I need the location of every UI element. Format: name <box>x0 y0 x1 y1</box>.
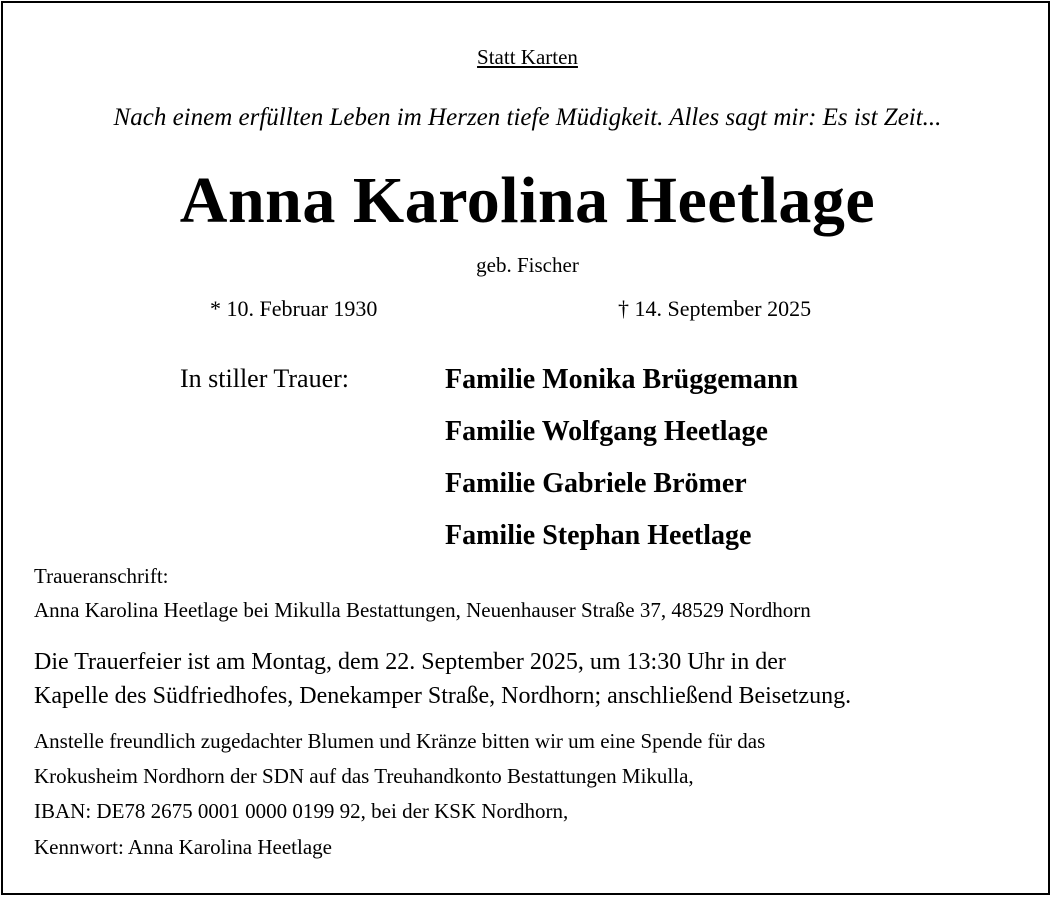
family-name: Familie Stephan Heetlage <box>445 520 752 551</box>
notice-header: Statt Karten <box>477 45 578 69</box>
service-line: Kapelle des Südfriedhofes, Denekamper Straße, Nordhorn; anschließend Beisetzung. <box>34 683 852 709</box>
death-date: † 14. September 2025 <box>618 296 812 321</box>
birth-date: * 10. Februar 1930 <box>210 296 378 321</box>
donation-line: Anstelle freundlich zugedachter Blumen und Kränze bitten wir um eine Spende für das <box>34 729 766 753</box>
maiden-name: geb. Fischer <box>476 253 579 277</box>
donation-line: Kennwort: Anna Karolina Heetlage <box>34 835 332 859</box>
donation-line: Krokusheim Nordhorn der SDN auf das Treuhandkonto Bestattungen Mikulla, <box>34 764 694 788</box>
donation-line: IBAN: DE78 2675 0001 0000 0199 92, bei der KSK Nordhorn, <box>34 799 569 823</box>
family-name: Familie Gabriele Brömer <box>445 468 747 499</box>
family-name: Familie Wolfgang Heetlage <box>445 416 768 447</box>
family-name: Familie Monika Brüggemann <box>445 364 799 395</box>
motto-quote: Nach einem erfüllten Leben im Herzen tiefe Müdigkeit. Alles sagt mir: Es ist Zeit... <box>113 104 942 131</box>
service-line: Die Trauerfeier ist am Montag, dem 22. September 2025, um 13:30 Uhr in der <box>34 649 786 675</box>
notice-border <box>1 1 1050 895</box>
deceased-name: Anna Karolina Heetlage <box>179 164 876 237</box>
address-label: Traueranschrift: <box>34 564 169 588</box>
mourning-label: In stiller Trauer: <box>180 364 349 393</box>
mourning-address: Anna Karolina Heetlage bei Mikulla Bestattungen, Neuenhauser Straße 37, 48529 Nordhorn <box>34 598 811 622</box>
